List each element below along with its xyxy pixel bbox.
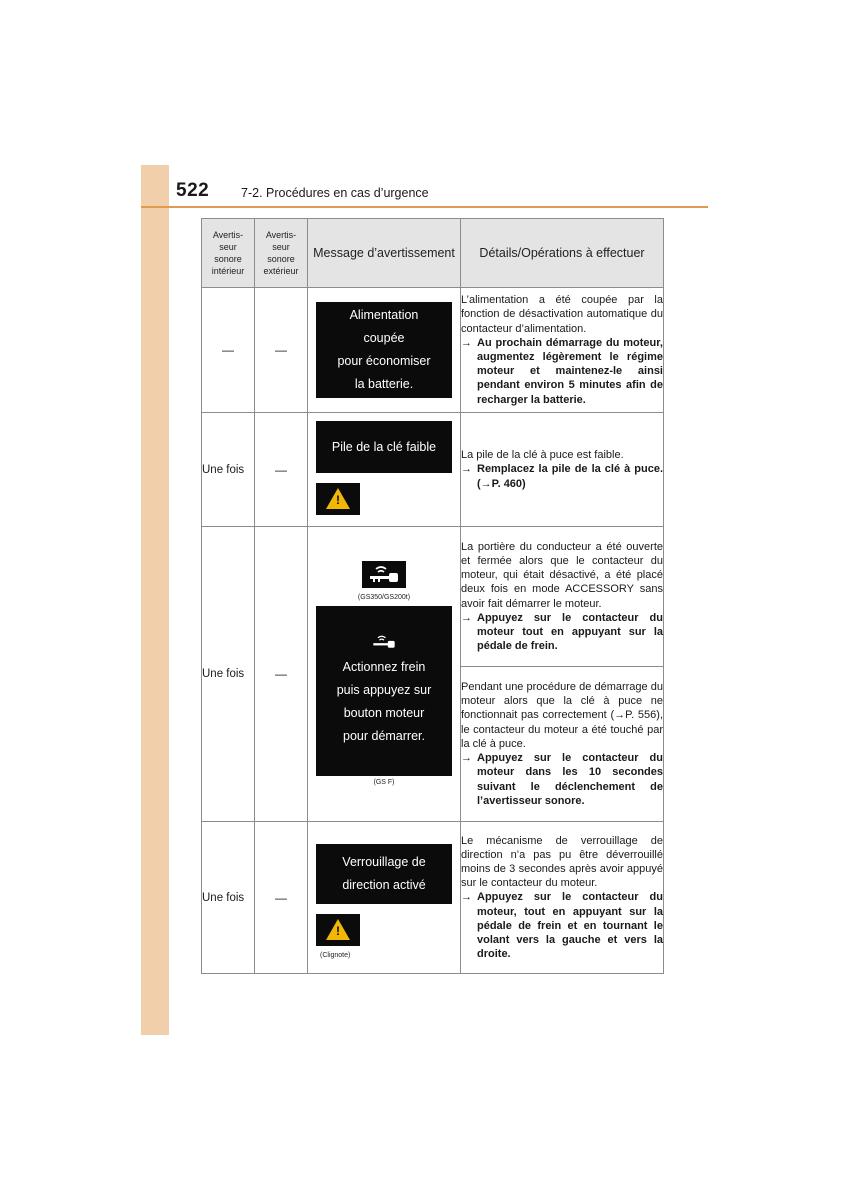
arrow-icon: → xyxy=(461,611,472,624)
exterior-buzzer-cell: — xyxy=(255,527,308,822)
section-title: 7-2. Procédures en cas d’urgence xyxy=(241,186,429,200)
warning-triangle-icon: ! xyxy=(316,914,360,946)
display-screen: Actionnez frein puis appuyez sur bouton moteur pour démarrer. xyxy=(316,606,452,776)
message-cell xyxy=(308,413,461,527)
col-header-details: Détails/Opérations à effectuer xyxy=(461,219,664,288)
detail-action: → Remplacez la pile de la clé à puce. (→P. 460) xyxy=(461,463,663,490)
warning-table xyxy=(201,218,664,974)
warning-triangle-icon: ! xyxy=(316,483,360,515)
message-cell xyxy=(308,288,461,413)
detail-text: L’alimentation a été coupée par la fonction de désactivation automatique du contacteur d’alimentation. xyxy=(461,294,663,335)
arrow-icon: → xyxy=(461,463,472,476)
details-cell xyxy=(461,822,664,974)
col-header-exterior-buzzer: Avertis- seur sonore extérieur xyxy=(255,219,308,288)
table-header-row xyxy=(202,219,664,288)
interior-buzzer-cell: — xyxy=(202,288,255,413)
display-screen: Pile de la clé faible xyxy=(316,421,452,473)
details-cell xyxy=(461,413,664,527)
display-screen: Verrouillage de direction activé xyxy=(316,844,452,904)
interior-buzzer-cell: Une fois xyxy=(202,413,255,527)
chapter-side-tab xyxy=(141,165,169,1035)
table-row xyxy=(202,288,664,413)
detail-action: → Appuyez sur le contacteur du moteur, tout en appuyant sur la pédale de frein et en tournant le volant vers la gauche et vers la droite. xyxy=(461,891,663,961)
details-cell xyxy=(461,527,664,667)
detail-text: La pile de la clé à puce est faible. xyxy=(461,449,624,462)
interior-buzzer-cell: Une fois xyxy=(202,527,255,822)
table-row xyxy=(202,527,664,667)
detail-action: → Au prochain démarrage du moteur, augmentez légèrement le régime moteur et maintenez-le ainsi pendant environ 5 minutes afin de recharger la batterie. xyxy=(461,336,663,406)
detail-text: Le mécanisme de verrouillage de direction n’a pas pu être déverrouillé moins de 3 secondes après avoir appuyé sur le contacteur du moteur. xyxy=(461,834,663,890)
exterior-buzzer-cell: — xyxy=(255,413,308,527)
page-number: 522 xyxy=(176,180,210,201)
col-header-interior-buzzer: Avertis- seur sonore intérieur xyxy=(202,219,255,288)
detail-text: Pendant une procédure de démarrage du moteur alors que la clé à puce ne fonctionnait pas correctement (→P. 556), le contacteur du moteur a été touché par la clé à puce. xyxy=(461,681,663,750)
smart-key-signal-icon xyxy=(362,561,406,588)
smart-key-signal-icon xyxy=(370,634,398,650)
arrow-icon: → xyxy=(461,336,472,349)
arrow-icon: → xyxy=(461,752,472,765)
arrow-icon: → xyxy=(461,891,472,904)
detail-action: → Appuyez sur le contacteur du moteur tout en appuyant sur la pédale de frein. xyxy=(461,611,663,653)
col-header-message: Message d’avertissement xyxy=(308,219,461,288)
interior-buzzer-cell: Une fois xyxy=(202,822,255,974)
message-cell xyxy=(308,527,461,822)
header-rule xyxy=(141,206,708,208)
exterior-buzzer-cell: — xyxy=(255,288,308,413)
model-caption: (GS F) xyxy=(373,779,395,786)
table-row xyxy=(202,413,664,527)
table-row xyxy=(202,822,664,974)
blink-caption: (Clignote) xyxy=(320,952,351,959)
details-cell xyxy=(461,667,664,822)
detail-text: La portière du conducteur a été ouverte et fermée alors que le contacteur du moteur, qui était désactivé, a été placé deux fois en mode ACCESSORY sans avoir fait démarrer le moteur. xyxy=(461,540,663,610)
model-caption: (GS350/GS200t) xyxy=(357,594,411,601)
message-cell xyxy=(308,822,461,974)
exterior-buzzer-cell: — xyxy=(255,822,308,974)
detail-action: → Appuyez sur le contacteur du moteur dans les 10 secondes suivant le déclenchement de l’avertisseur sonore. xyxy=(461,752,663,807)
details-cell xyxy=(461,288,664,413)
display-screen: Alimentation coupée pour économiser la batterie. xyxy=(316,302,452,398)
